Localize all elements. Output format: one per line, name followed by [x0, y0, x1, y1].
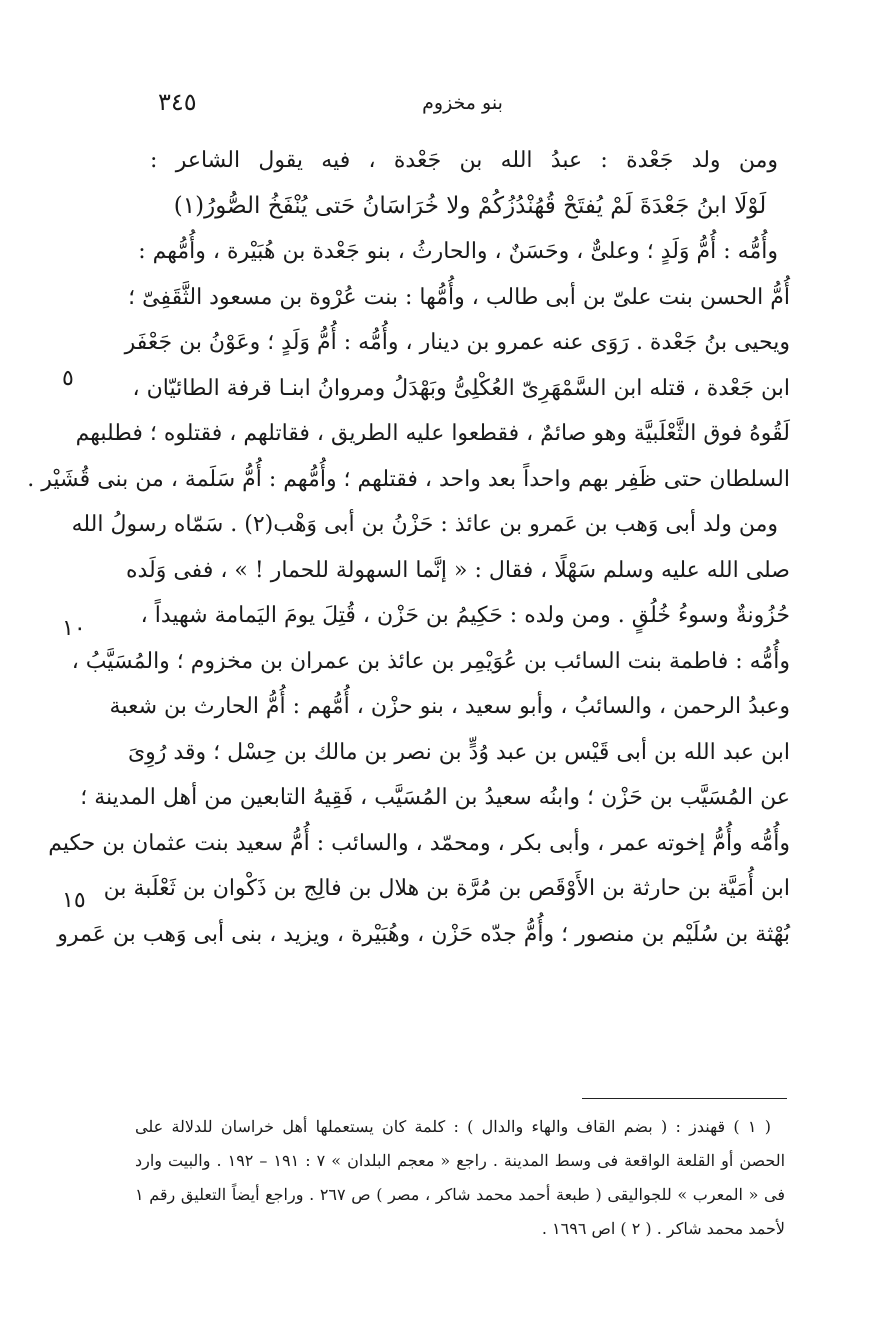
body-line: حُزُونةٌ وسوءُ خُلُقٍ . ومن ولده : حَكِيمُ بن حَزْن ، قُتِلَ يومَ اليَمامة شهيداً ،: [140, 603, 790, 628]
body-line: بُهْثة بن سُلَيْم بن منصور ؛ وأُمُّ جدّه حَزْن ، وهُبَيْرة ، ويزيد ، بنى أبى وَهب بن عَمرو: [57, 921, 790, 947]
body-line: ومن ولد أبى وَهب بن عَمرو بن عائذ : حَزْنُ بن أبى وَهْب(٢) . سَمّاه رسولُ الله: [71, 512, 778, 537]
body-line: أُمُّ الحسن بنت علىّ بن أبى طالب ، وأُمُّها : بنت عُرْوة بن مسعود الثَّقَفِىّ ؛: [128, 284, 790, 310]
body-line: ومن ولد جَعْدة : عبدُ الله بن جَعْدة ، فيه يقول الشاعر :: [150, 148, 778, 173]
body-line: لَقُوهُ فوق الثَّعْلَبيَّة وهو صائمٌ ، فقطعوا عليه الطريق ، فقاتلهم ، فقتلوه ؛ فطلبهم: [75, 421, 790, 446]
body-line: ويحيى بنُ جَعْدة . رَوَى عنه عمرو بن دينار ، وأُمُّه : أُمُّ وَلَدٍ ؛ وعَوْنُ بن جَعْفَر: [124, 330, 790, 355]
body-line: ابن جَعْدة ، قتله ابن السَّمْهَرِىّ العُكْلِىُّ وبَهْدَلُ ومروانُ ابنـا قرفة الطائيّان ،: [132, 375, 790, 401]
body-line: ابن عبد الله بن أبى قَيْس بن عبد وُدٍّ بن نصر بن مالك بن حِسْل ؛ وقد رُوِىَ: [127, 739, 790, 765]
body-line: السلطان حتى ظَفِر بهم واحداً بعد واحد ، فقتلهم ؛ وأُمُّهم : أُمُّ سَلَمة ، من بنى قُشَيْر .: [27, 466, 790, 492]
running-title: بنو مخزوم: [422, 92, 503, 114]
footnote-line: ( ١ ) قهندز : ( بضم القاف والهاء والدال ) : كلمة كان يستعملها أهل خراسان للدلالة على: [135, 1117, 771, 1136]
body-line: وأُمُّه وأُمُّ إخوته عمر ، وأبى بكر ، ومحمّد ، والسائب : أُمُّ سعيد بنت عثمان بن حكيم: [48, 830, 790, 856]
footnote-separator-rule: [582, 1098, 787, 1099]
page-number: ٣٤٥: [158, 88, 197, 116]
body-line: وأُمُّه : فاطمة بنت السائب بن عُوَيْمِر بن عائذ بن عمران بن مخزوم ؛ والمُسَيَّبُ ،: [71, 648, 790, 674]
body-line: وعبدُ الرحمن ، والسائبُ ، وأبو سعيد ، بنو حزْن ، أُمُّهم : أُمُّ الحارث بن شعبة: [109, 694, 790, 719]
footnote-line: الحصن أو القلعة الواقعة فى وسط المدينة . راجع « معجم البلدان » ٧ : ١٩١ – ١٩٢ . والبيت وارد: [135, 1151, 786, 1170]
body-line: وأُمُّه : أُمُّ وَلَدٍ ؛ وعلىٌّ ، وحَسَنٌ ، والحارثُ ، بنو جَعْدة بن هُبَيْرة ، وأُمُّهم :: [138, 239, 778, 264]
body-line: صلى الله عليه وسلم سَهْلًا ، فقال : « إنَّما السهولة للحمار ! » ، ففى وَلَده: [125, 557, 790, 583]
verse-line: لَوْلَا ابنُ جَعْدَةَ لَمْ يُفتَحْ قُهُنْدُزُكُمْ ولا خُرَاسَانُ حَتى يُنْفَخُ الصُّورُ(١): [173, 192, 767, 219]
footnotes: [135, 1110, 785, 1246]
footnote-line: لأحمد محمد شاكر . ( ٢ ) اص ١٦٩٦ .: [541, 1219, 785, 1238]
body-line: ابن أُمَيَّة بن حارثة بن الأَوْقَص بن مُرَّة بن هلال بن فالِج بن ذَكْوان بن ثَعْلَبة بن: [103, 876, 790, 901]
line-number-5: ٥: [62, 366, 74, 391]
footnote-line: فى « المعرب » للجواليقى ( طبعة أحمد محمد شاكر ، مصر ) ص ٢٦٧ . وراجع أيضاً التعليق رقم ١: [135, 1185, 786, 1204]
line-number-10: ١٠: [62, 616, 86, 641]
page-header: [150, 88, 775, 122]
body-line: عن المُسَيَّب بن حَزْن ؛ وابنُه سعيدُ بن المُسَيَّب ، فَقِيهُ التابعين من أهل المدينة ؛: [80, 785, 790, 810]
line-number-15: ١٥: [62, 888, 86, 913]
